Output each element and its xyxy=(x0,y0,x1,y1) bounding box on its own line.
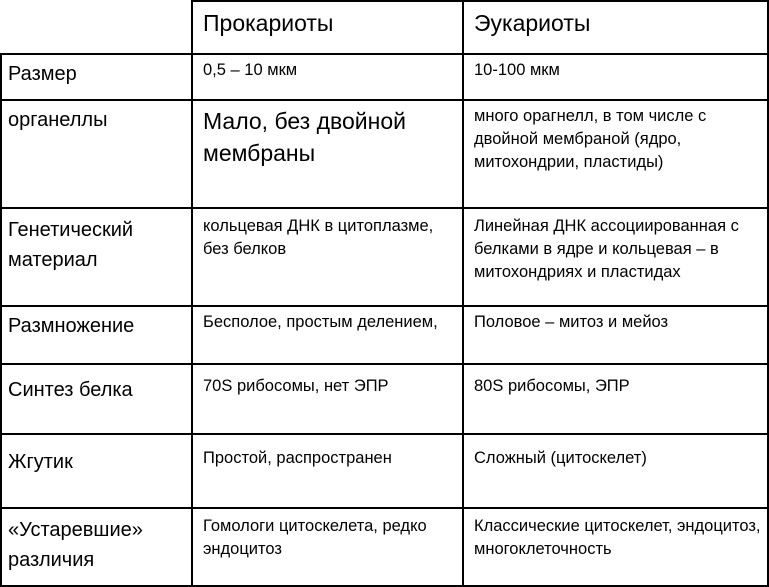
row-label: Размножение xyxy=(1,306,192,364)
eukaryotes-cell: 80S рибосомы, ЭПР xyxy=(463,364,768,434)
eukaryotes-cell: много орагнелл, в том числе с двойной мембраной (ядро, митохондрии, пластиды) xyxy=(463,100,768,208)
table-row xyxy=(1,434,768,508)
table-row xyxy=(1,306,768,364)
eukaryotes-cell: 10-100 мкм xyxy=(463,54,768,100)
prokaryotes-cell: Бесполое, простым делением, xyxy=(192,306,463,364)
prokaryotes-cell: кольцевая ДНК в цитоплазме, без белков xyxy=(192,208,463,306)
header-eukaryotes: Эукариоты xyxy=(463,1,768,54)
row-label: Жгутик xyxy=(1,434,192,508)
row-label: «Устаревшие» различия xyxy=(1,508,192,586)
row-label: Генетический материал xyxy=(1,208,192,306)
row-label: Синтез белка xyxy=(1,364,192,434)
table-header-row xyxy=(1,1,768,54)
table-row xyxy=(1,364,768,434)
eukaryotes-cell: Классические цитоскелет, эндоцитоз, многоклеточность xyxy=(463,508,768,586)
header-prokaryotes: Прокариоты xyxy=(192,1,463,54)
row-label: Размер xyxy=(1,54,192,100)
eukaryotes-cell: Линейная ДНК ассоциированная с белками в ядре и кольцевая – в митохондриях и пластидах xyxy=(463,208,768,306)
table-row xyxy=(1,508,768,586)
table-row xyxy=(1,208,768,306)
prokaryotes-cell: Мало, без двойной мембраны xyxy=(192,100,463,208)
eukaryotes-cell: Половое – митоз и мейоз xyxy=(463,306,768,364)
header-empty-cell xyxy=(1,1,192,54)
table-row xyxy=(1,100,768,208)
row-label: органеллы xyxy=(1,100,192,208)
prokaryotes-cell: Простой, распространен xyxy=(192,434,463,508)
prokaryotes-cell: 0,5 – 10 мкм xyxy=(192,54,463,100)
prokaryotes-cell: Гомологи цитоскелета, редко эндоцитоз xyxy=(192,508,463,586)
eukaryotes-cell: Сложный (цитоскелет) xyxy=(463,434,768,508)
table-row xyxy=(1,54,768,100)
prokaryotes-cell: 70S рибосомы, нет ЭПР xyxy=(192,364,463,434)
